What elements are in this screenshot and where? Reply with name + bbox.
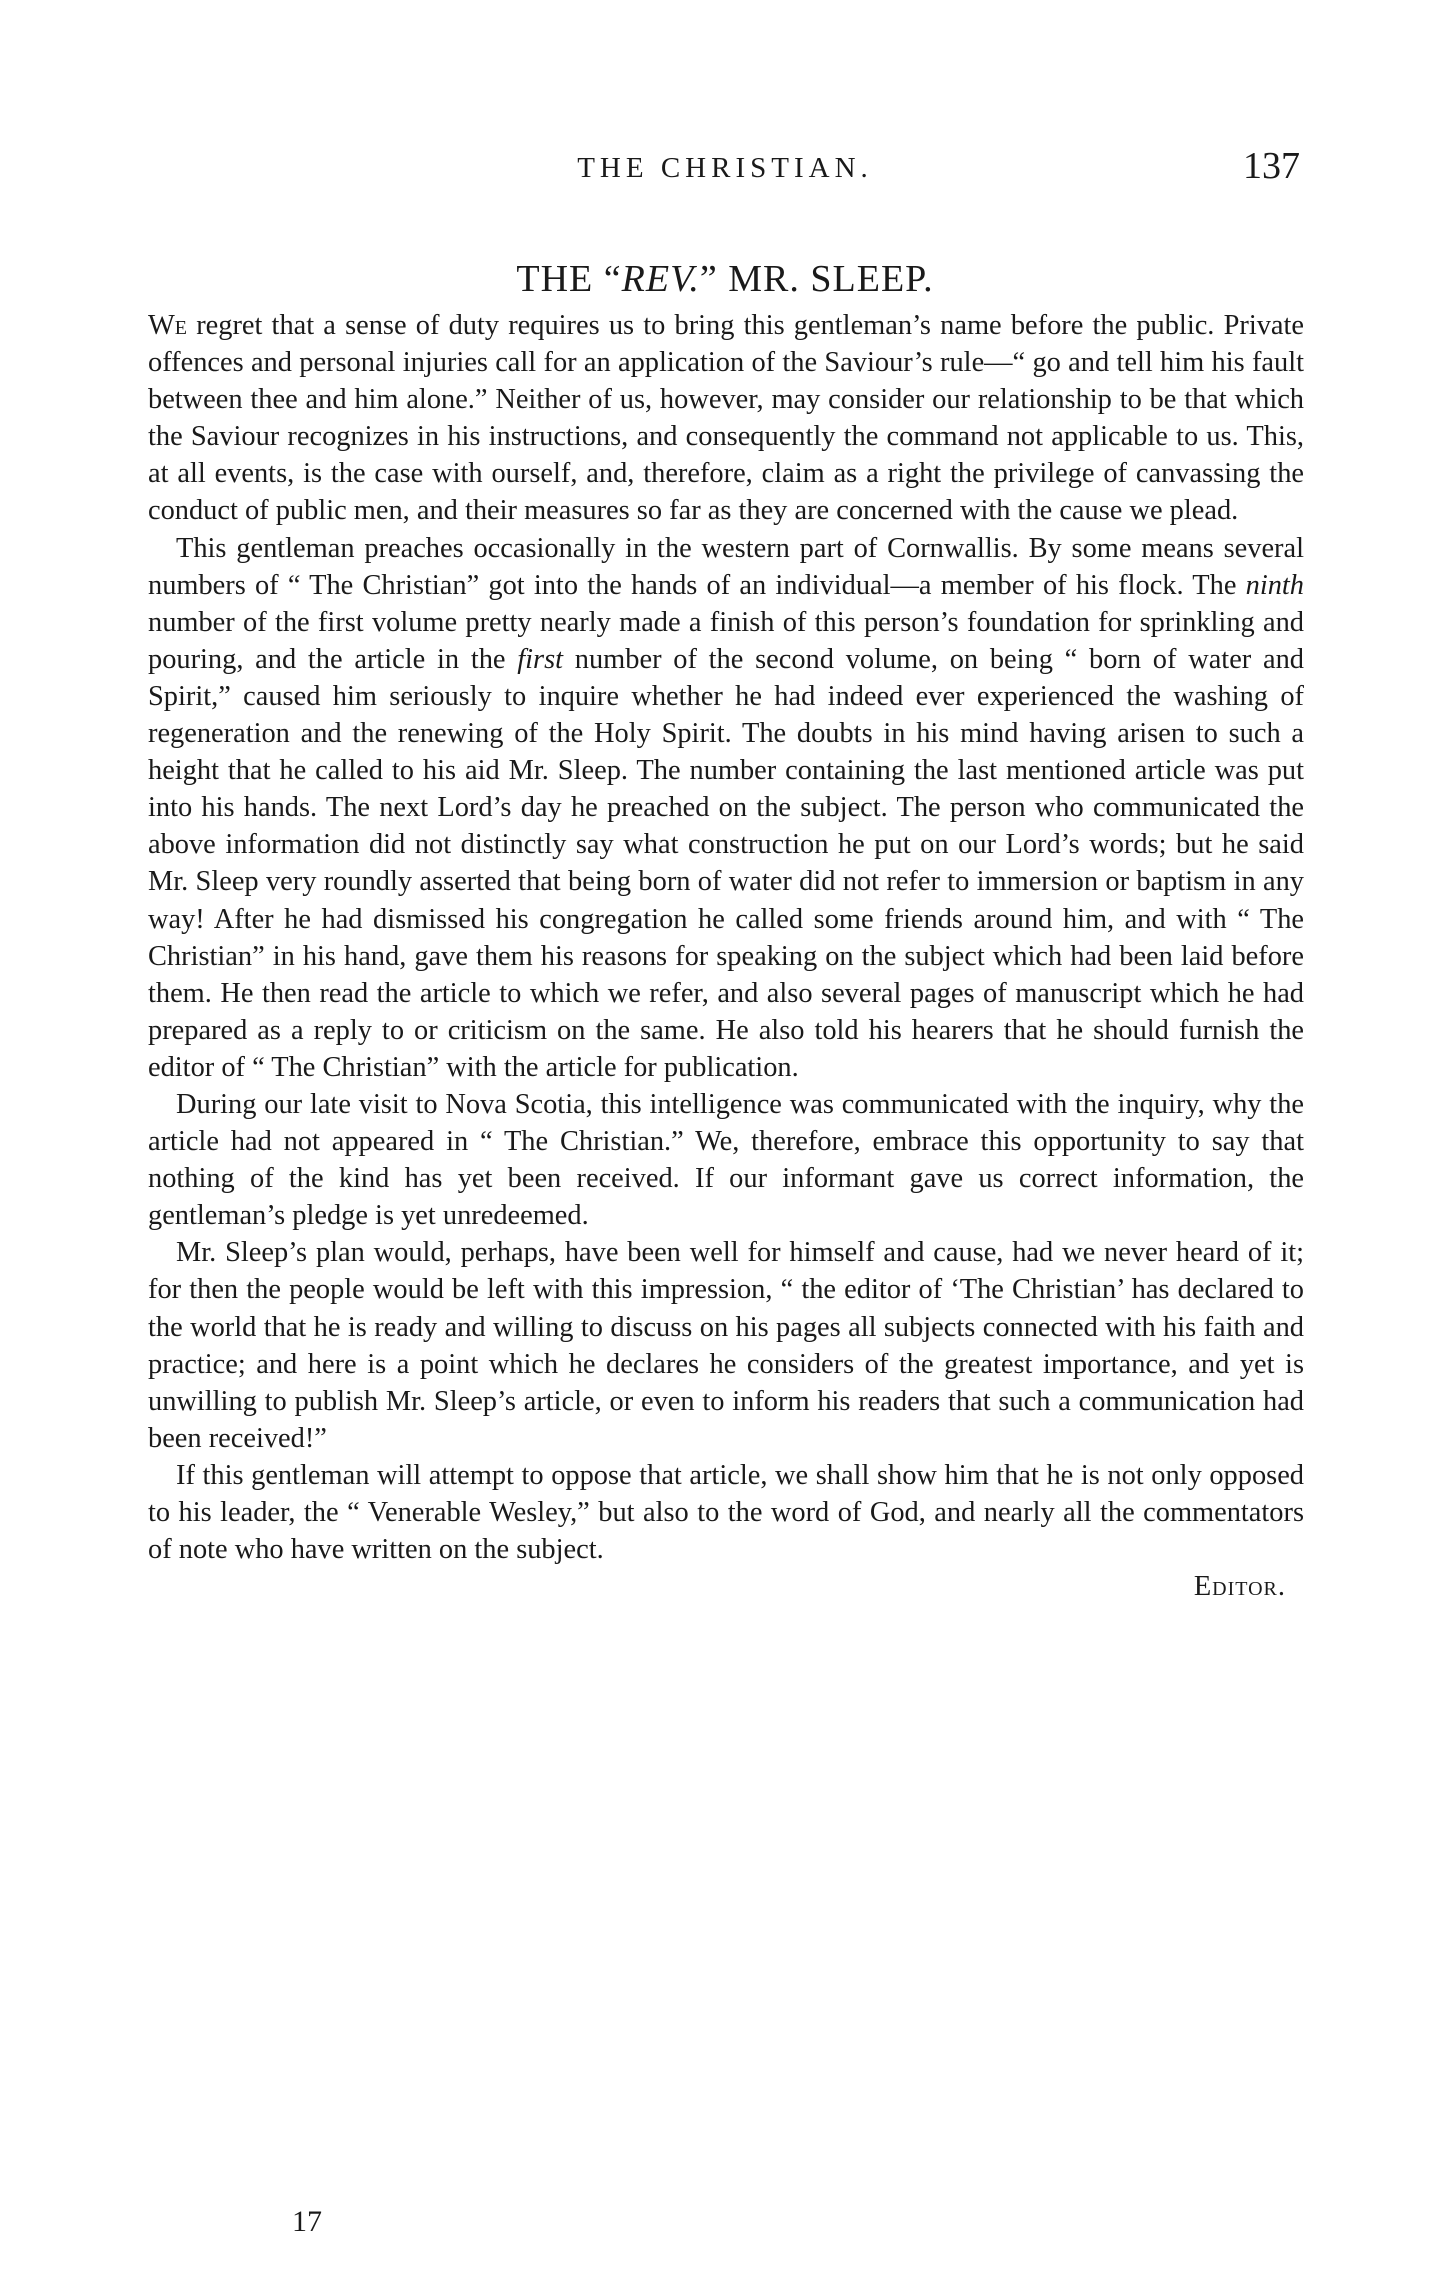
paragraph-1: [148, 307, 1304, 530]
title-prefix: THE “: [516, 258, 622, 300]
article-title: [150, 257, 1300, 301]
paragraph-2-part-b: number of the first volume pretty nearly made a finish of this person’s foundation for sprinkling and pouring, and the article in the: [148, 606, 1304, 675]
paragraph-2-part-c: number of the second volume, on being “ born of water and Spirit,” caused him seriously to inquire whether he had indeed ever experienced the washing of regeneration and the renewing of the Holy Spirit. The doubts in his mind having arisen to such a height that he called to his aid Mr. Sleep. The number containing the last mentioned article was put into his hands. The next Lord’s day he preached on the subject. The person who communicated the above information did not distinctly say what construction he put on our Lord’s words; but he said Mr. Sleep very roundly asserted that being born of water did not refer to immersion or baptism in any way! After he had dismissed his congregation he called some friends around him, and with “ The Christian” in his hand, gave them his reasons for speaking on the subject which had been laid before them. He then read the article to which we refer, and also several pages of manuscript which he had prepared as a reply to or criticism on the same. He also told his hearers that he should furnish the editor of “ The Christian” with the article for publication.: [148, 643, 1304, 1083]
emphasis-ninth: ninth: [1245, 569, 1304, 601]
paragraph-4: Mr. Sleep’s plan would, perhaps, have been well for himself and cause, had we never heard of it; for then the people would be left with this impression, “ the editor of ‘The Christian’ has declared to the world that he is ready and willing to discuss on his pages all subjects connected with his faith and practice; and here is a point which he declares he considers of the greatest importance, and yet is unwilling to publish Mr. Sleep’s article, or even to inform his readers that such a communication had been received!”: [148, 1237, 1304, 1454]
paragraph-2-part-a: This gentleman preaches occasionally in the western part of Cornwallis. By some means several numbers of “ The Christian” got into the hands of an individual—a member of his flock. The: [148, 532, 1304, 601]
paragraph-1-text: regret that a sense of duty requires us to bring this gentleman’s name before the public. Private offences and personal injuries call for an application of the Saviour’s rule—“ go and tell him his fault between thee and him alone.” Neither of us, however, may consider our relationship to be that which the Saviour recognizes in his instructions, and consequently the command not applicable to us. This, at all events, is the case with ourself, and, therefore, claim as a right the privilege of canvassing the conduct of public men, and their measures so far as they are concerned with the cause we plead.: [148, 310, 1304, 527]
running-head: THE CHRISTIAN.: [577, 152, 873, 184]
paragraph-3: During our late visit to Nova Scotia, this intelligence was communicated with the inquiry, why the article had not appeared in “ The Christian.” We, therefore, embrace this opportunity to say that nothing of the kind has yet been received. If our informant gave us correct information, the gentleman’s pledge is yet unredeemed.: [148, 1088, 1304, 1232]
editor-signature: Editor.: [1193, 1571, 1286, 1603]
title-suffix: ” MR. SLEEP.: [699, 258, 934, 300]
article-body: [148, 307, 1304, 1605]
title-emphasis: REV.: [621, 258, 700, 300]
paragraph-2: [148, 530, 1304, 1086]
paragraph-5-text: If this gentleman will attempt to oppose that article, we shall show him that he is not only opposed to his leader, the “ Venerable Wesley,” but also to the word of God, and nearly all the commentators of note who have written on the subject.: [148, 1459, 1304, 1566]
printer-signature-mark: 17: [292, 2205, 322, 2238]
paragraph-5: [148, 1457, 1304, 1568]
emphasis-first: first: [517, 643, 564, 675]
opening-word: We: [148, 310, 188, 341]
page-number: 137: [1243, 145, 1300, 187]
signoff-line: [148, 1568, 1304, 1605]
page-header: [150, 145, 1300, 200]
